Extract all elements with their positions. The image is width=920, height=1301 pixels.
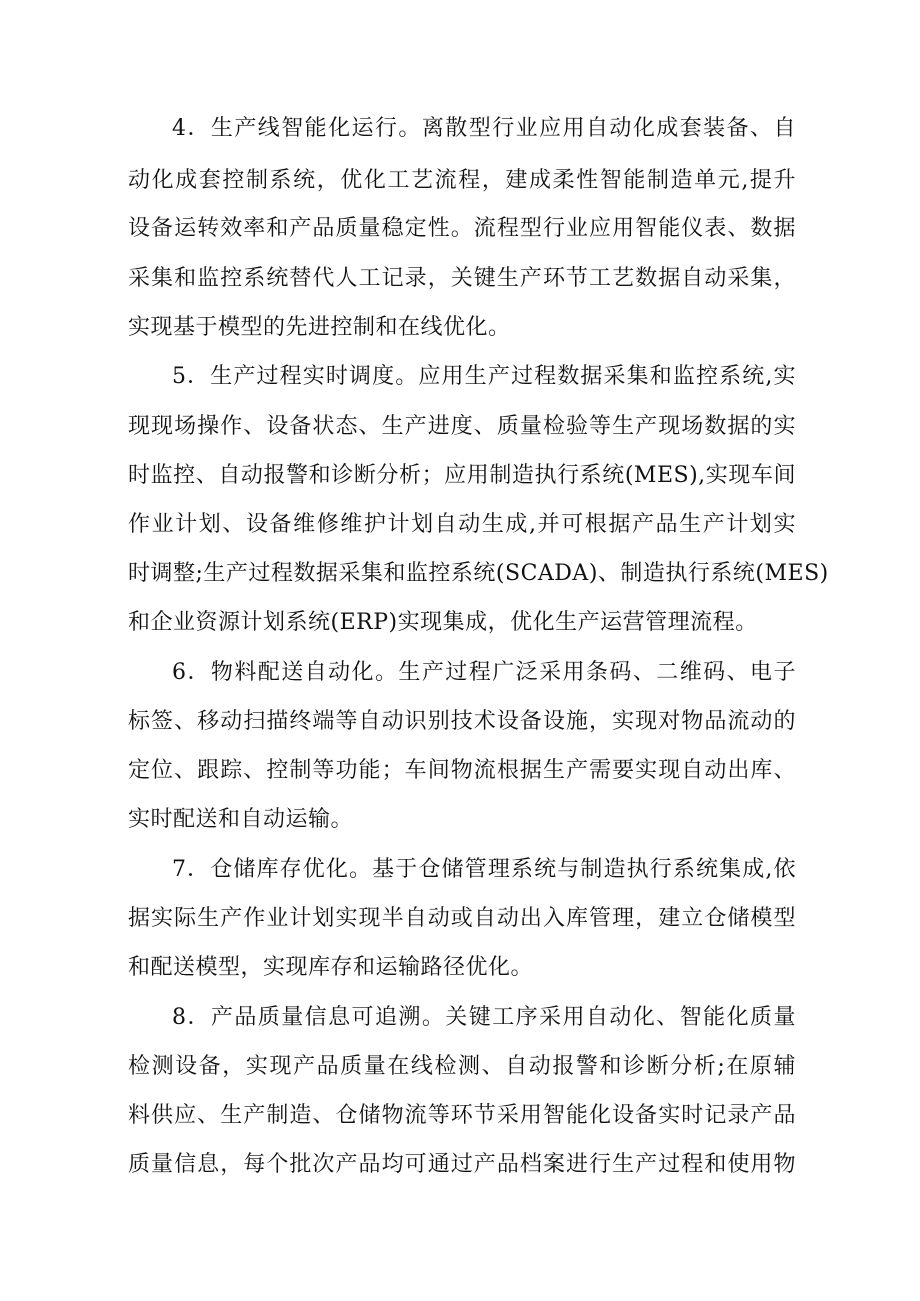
paragraph-line: 作业计划、设备维修维护计划自动生成,并可根据产品生产计划实 <box>128 512 796 537</box>
paragraph-line: 实现基于模型的先进控制和在线优化。 <box>128 315 511 340</box>
paragraph-line: 8．产品质量信息可追溯。关键工序采用自动化、智能化质量 <box>172 1005 796 1030</box>
paragraph-line: 7．仓储库存优化。基于仓储管理系统与制造执行系统集成,依 <box>172 857 796 882</box>
paragraph-line: 时监控、自动报警和诊断分析；应用制造执行系统(MES),实现车间 <box>128 463 796 488</box>
paragraph-line: 标签、移动扫描终端等自动识别技术设备设施，实现对物品流动的 <box>128 709 796 734</box>
paragraph-line: 实时配送和自动运输。 <box>128 807 354 832</box>
paragraph-line: 料供应、生产制造、仓储物流等环节采用智能化设备实时记录产品 <box>128 1103 796 1128</box>
paragraph-line: 设备运转效率和产品质量稳定性。流程型行业应用智能仪表、数据 <box>128 216 796 241</box>
paragraph-line: 4．生产线智能化运行。离散型行业应用自动化成套装备、自 <box>172 116 796 141</box>
paragraph-line: 定位、跟踪、控制等功能；车间物流根据生产需要实现自动出库、 <box>128 758 796 783</box>
paragraph-line: 动化成套控制系统，优化工艺流程，建成柔性智能制造单元,提升 <box>128 168 796 193</box>
paragraph-line: 现现场操作、设备状态、生产进度、质量检验等生产现场数据的实 <box>128 414 796 439</box>
paragraph-line: 采集和监控系统替代人工记录，关键生产环节工艺数据自动采集， <box>128 266 796 291</box>
paragraph-line: 5．生产过程实时调度。应用生产过程数据采集和监控系统,实 <box>172 364 796 389</box>
paragraph-line: 据实际生产作业计划实现半自动或自动出入库管理，建立仓储模型 <box>128 906 796 931</box>
paragraph-line: 6．物料配送自动化。生产过程广泛采用条码、二维码、电子 <box>172 660 796 685</box>
paragraph-line: 检测设备，实现产品质量在线检测、自动报警和诊断分析;在原辅 <box>128 1054 796 1079</box>
paragraph-line: 和企业资源计划系统(ERP)实现集成，优化生产运营管理流程。 <box>128 610 758 635</box>
paragraph-line: 和配送模型，实现库存和运输路径优化。 <box>128 955 534 980</box>
paragraph-line: 时调整;生产过程数据采集和监控系统(SCADA)、制造执行系统(MES) <box>128 561 829 586</box>
paragraph-line: 质量信息，每个批次产品均可通过产品档案进行生产过程和使用物 <box>128 1152 796 1177</box>
